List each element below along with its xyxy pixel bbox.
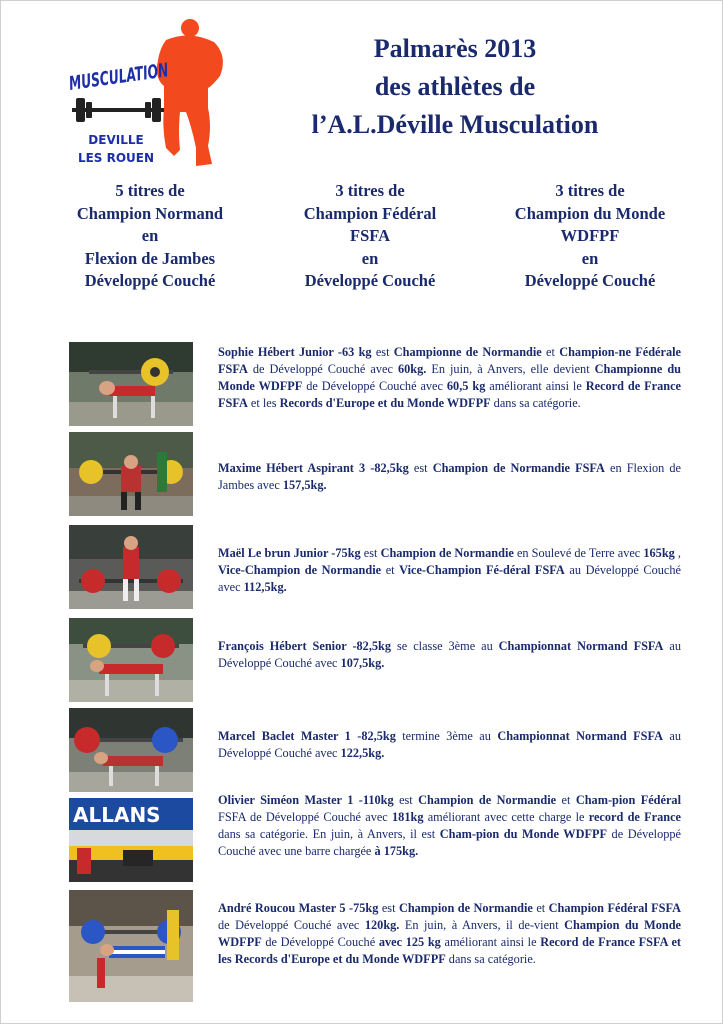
description-run: de Développé Couché: [261, 935, 379, 949]
titles-summary: [40, 180, 700, 293]
description-run: en Flexion de Jambes avec: [218, 461, 681, 492]
description-run: de Développé Couché avec une barre chargée: [218, 827, 681, 858]
logo-text-les-rouen: LES ROUEN: [77, 151, 155, 165]
description-bold-run: Sophie Hébert Junior -63 kg: [218, 345, 372, 359]
description-bold-run: Cham-pion Fédéral: [575, 793, 681, 807]
barbell-icon: [72, 98, 164, 122]
summary-column-monde: [480, 180, 700, 293]
description-run: est: [378, 901, 399, 915]
bench-press-photo: [69, 618, 193, 702]
description-bold-run: 165kg: [643, 546, 675, 560]
description-bold-run: à 175kg.: [374, 844, 419, 858]
description-run: au Développé Couché avec: [218, 563, 681, 594]
description-bold-run: 60,5 kg: [446, 379, 486, 393]
summary-line: en: [361, 248, 379, 268]
description-run: et: [532, 901, 549, 915]
description-run: dans sa catégorie.: [445, 952, 536, 966]
description-bold-run: François Hébert Senior -82,5kg: [218, 639, 392, 653]
description-bold-run: Maël Le brun Junior -75kg: [218, 546, 361, 560]
description-bold-run: 122,5kg.: [340, 746, 385, 760]
athlete-description: [218, 900, 681, 968]
summary-line: Flexion de Jambes: [84, 248, 216, 268]
summary-line: Développé Couché: [524, 271, 656, 290]
athlete-description: [218, 545, 681, 596]
description-bold-run: Champion-ne Fédérale FSFA: [218, 345, 681, 376]
description-bold-run: avec 125 kg: [378, 935, 441, 949]
deadlift-photo: [69, 525, 193, 609]
description-bold-run: Record de France FSFA: [218, 379, 681, 410]
description-bold-run: Marcel Baclet Master 1 -82,5kg: [218, 729, 396, 743]
description-bold-run: Champion de Normandie: [418, 793, 557, 807]
stage-banner-text: ALLANS: [73, 803, 161, 827]
description-run: termine 3ème au: [395, 729, 498, 743]
description-run: En juin, à Anvers, il de-vient: [399, 918, 565, 932]
competition-stage-photo: [69, 798, 193, 882]
description-bold-run: 120kg.: [364, 918, 400, 932]
description-run: et: [541, 345, 560, 359]
description-bold-run: Championnat Normand FSFA: [497, 729, 663, 743]
athlete-description: [218, 460, 681, 494]
description-run: et: [556, 793, 576, 807]
summary-line: FSFA: [349, 226, 391, 245]
description-run: dans sa catégorie. En juin, à Anvers, il est: [218, 827, 440, 841]
athlete-description: [218, 638, 681, 672]
bodybuilder-icon: [157, 19, 223, 166]
summary-line: 3 titres de: [555, 181, 625, 200]
description-bold-run: Championnat Normand FSFA: [498, 639, 664, 653]
summary-line: Champion Normand: [76, 203, 224, 223]
bench-press-photo: [69, 890, 193, 1002]
summary-line: 3 titres de: [335, 181, 405, 200]
summary-line: WDFPF: [560, 226, 620, 245]
description-bold-run: Vice-Champion Fé-déral FSFA: [399, 563, 565, 577]
description-run: se classe 3ème au: [391, 639, 499, 653]
summary-line: Champion du Monde: [514, 203, 666, 223]
description-bold-run: Record de France FSFA et les Records d'Europe et du Monde WDFPF: [218, 935, 682, 966]
description-bold-run: record de France: [588, 810, 681, 824]
summary-line: 5 titres de: [115, 181, 185, 200]
logo-text-deville: DEVILLE: [88, 133, 144, 147]
title-line-3: l’A.L.Déville Musculation: [311, 110, 599, 139]
description-run: est: [360, 546, 381, 560]
summary-line: Champion Fédéral: [303, 203, 437, 223]
logo-text-musculation: MUSCULATION: [67, 51, 224, 95]
description-run: améliorant avec cette charge le: [423, 810, 589, 824]
description-run: En juin, à Anvers, elle devient: [426, 362, 595, 376]
summary-line: Développé Couché: [304, 271, 436, 290]
description-run: et: [381, 563, 400, 577]
description-bold-run: 157,5kg.: [282, 478, 327, 492]
description-bold-run: Champion de Normandie FSFA: [432, 461, 605, 475]
description-run: améliorant ainsi le: [485, 379, 586, 393]
description-run: améliorant ainsi le: [440, 935, 541, 949]
description-bold-run: Vice-Champion de Normandie: [218, 563, 382, 577]
page-title: [260, 30, 650, 144]
description-run: au Développé Couché avec: [218, 639, 681, 670]
description-run: de Développé Couché avec: [247, 362, 398, 376]
description-bold-run: 112,5kg.: [243, 580, 287, 594]
club-logo: [62, 16, 232, 171]
description-bold-run: Maxime Hébert Aspirant 3 -82,5kg: [218, 461, 409, 475]
summary-line: Développé Couché: [84, 271, 216, 290]
bench-press-photo: [69, 342, 193, 426]
summary-line: en: [581, 248, 599, 268]
description-bold-run: 60kg.: [397, 362, 427, 376]
description-run: de Développé Couché avec: [302, 379, 447, 393]
description-run: FSFA de Développé Couché avec: [218, 810, 393, 824]
athlete-description: [218, 792, 681, 860]
description-run: en Soulevé de Terre avec: [513, 546, 644, 560]
description-bold-run: André Roucou Master 5 -75kg: [218, 901, 379, 915]
description-run: ,: [674, 546, 681, 560]
description-bold-run: Champion de Normandie: [380, 546, 514, 560]
athlete-description: [218, 728, 681, 762]
description-bold-run: Records d'Europe et du Monde WDFPF: [279, 396, 491, 410]
description-run: et les: [247, 396, 280, 410]
description-run: au Développé Couché avec: [218, 729, 681, 760]
title-line-1: Palmarès 2013: [373, 34, 537, 63]
description-bold-run: Championne de Normandie: [393, 345, 542, 359]
description-bold-run: Champion Fédéral FSFA: [548, 901, 682, 915]
description-run: dans sa catégorie.: [490, 396, 581, 410]
description-run: est: [371, 345, 394, 359]
description-bold-run: Champion de Normandie: [398, 901, 533, 915]
description-bold-run: 107,5kg.: [340, 656, 385, 670]
description-bold-run: Olivier Siméon Master 1 -110kg: [218, 793, 394, 807]
description-bold-run: Championne du Monde WDFPF: [218, 362, 682, 393]
description-bold-run: Champion du Monde WDFPF: [218, 918, 681, 949]
description-run: est: [393, 793, 419, 807]
description-bold-run: 181kg: [392, 810, 424, 824]
summary-column-federal: [260, 180, 480, 293]
description-run: est: [408, 461, 433, 475]
description-run: de Développé Couché avec: [218, 918, 365, 932]
description-bold-run: Cham-pion du Monde WDFPF: [439, 827, 607, 841]
summary-column-normand: [40, 180, 260, 293]
bench-press-photo: [69, 708, 193, 792]
athlete-description: [218, 344, 681, 412]
title-line-2: des athlètes de: [374, 72, 536, 101]
squat-photo: [69, 432, 193, 516]
summary-line: en: [141, 226, 159, 245]
